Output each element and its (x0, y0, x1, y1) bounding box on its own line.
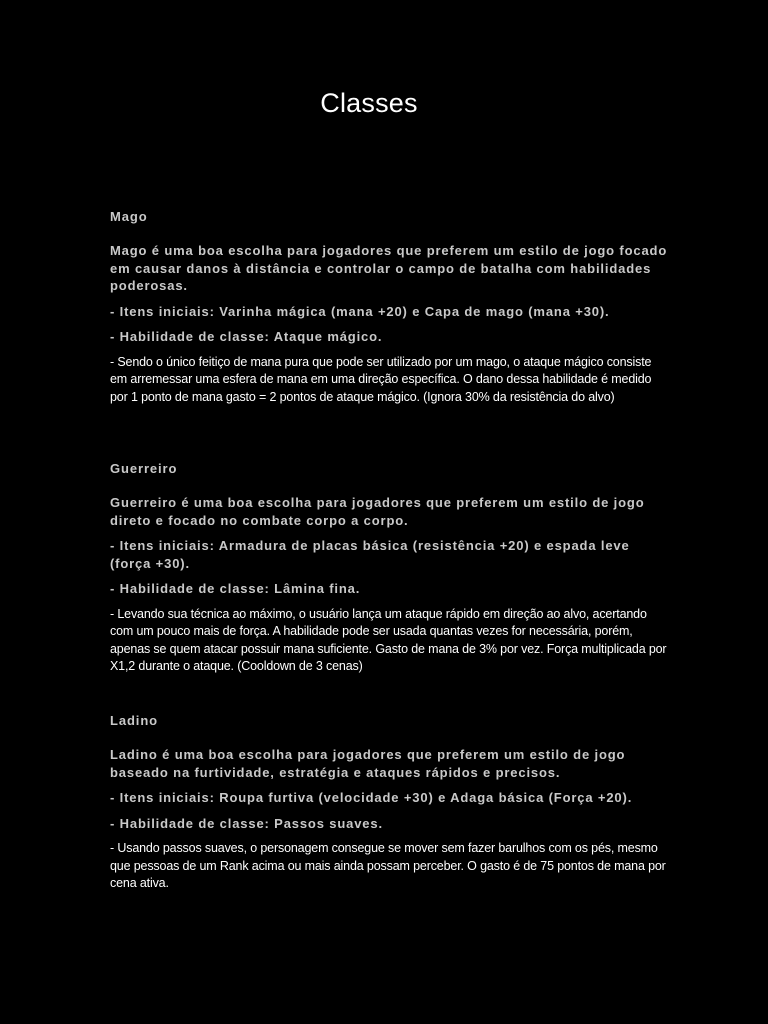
class-name: Mago (110, 209, 148, 224)
class-description: Mago é uma boa escolha para jogadores que preferem um estilo de jogo focado em causar danos à distância e controlar o campo de batalha com habilidades poderosas. (110, 243, 668, 293)
class-description: Ladino é uma boa escolha para jogadores que preferem um estilo de jogo baseado na furtividade, estratégia e ataques rápidos e precisos. (110, 747, 626, 780)
class-name: Ladino (110, 713, 159, 728)
class-ability: - Habilidade de classe: Ataque mágico. (110, 329, 383, 344)
class-description: Guerreiro é uma boa escolha para jogadores que preferem um estilo de jogo direto e focado no combate corpo a corpo. (110, 495, 645, 528)
class-section-mago (110, 208, 670, 406)
class-starting-items: - Itens iniciais: Armadura de placas básica (resistência +20) e espada leve (força +30). (110, 538, 630, 571)
class-ability: - Habilidade de classe: Lâmina fina. (110, 581, 361, 596)
class-ability-description: - Sendo o único feitiço de mana pura que pode ser utilizado por um mago, o ataque mágico consiste em arremessar uma esfera de mana em uma direção específica. O dano dessa habilidade é medido por 1 ponto de mana gasto = 2 pontos de ataque mágico. (Ignora 30% da resistência do alvo) (110, 354, 652, 404)
class-section-guerreiro (110, 460, 670, 676)
class-starting-items: - Itens iniciais: Roupa furtiva (velocidade +30) e Adaga básica (Força +20). (110, 790, 633, 805)
class-starting-items: - Itens iniciais: Varinha mágica (mana +20) e Capa de mago (mana +30). (110, 303, 610, 319)
class-name: Guerreiro (110, 461, 178, 476)
class-ability-description: - Usando passos suaves, o personagem consegue se mover sem fazer barulhos com os pés, mesmo que pessoas de um Rank acima ou mais ainda possam perceber. O gasto é de 75 pontos de mana por cena ativa. (110, 841, 666, 890)
class-ability-description: - Levando sua técnica ao máximo, o usuário lança um ataque rápido em direção ao alvo, acertando com um pouco mais de força. A habilidade pode ser usada quantas vezes for necessária, porém, apenas se quem atacar possuir mana suficiente. Gasto de mana de 3% por vez. Força multiplicada por X1,2 durante o ataque. (Cooldown de 3 cenas) (110, 606, 667, 673)
class-section-ladino (110, 712, 670, 893)
class-ability: - Habilidade de classe: Passos suaves. (110, 815, 383, 831)
page-title: Classes (320, 88, 418, 118)
